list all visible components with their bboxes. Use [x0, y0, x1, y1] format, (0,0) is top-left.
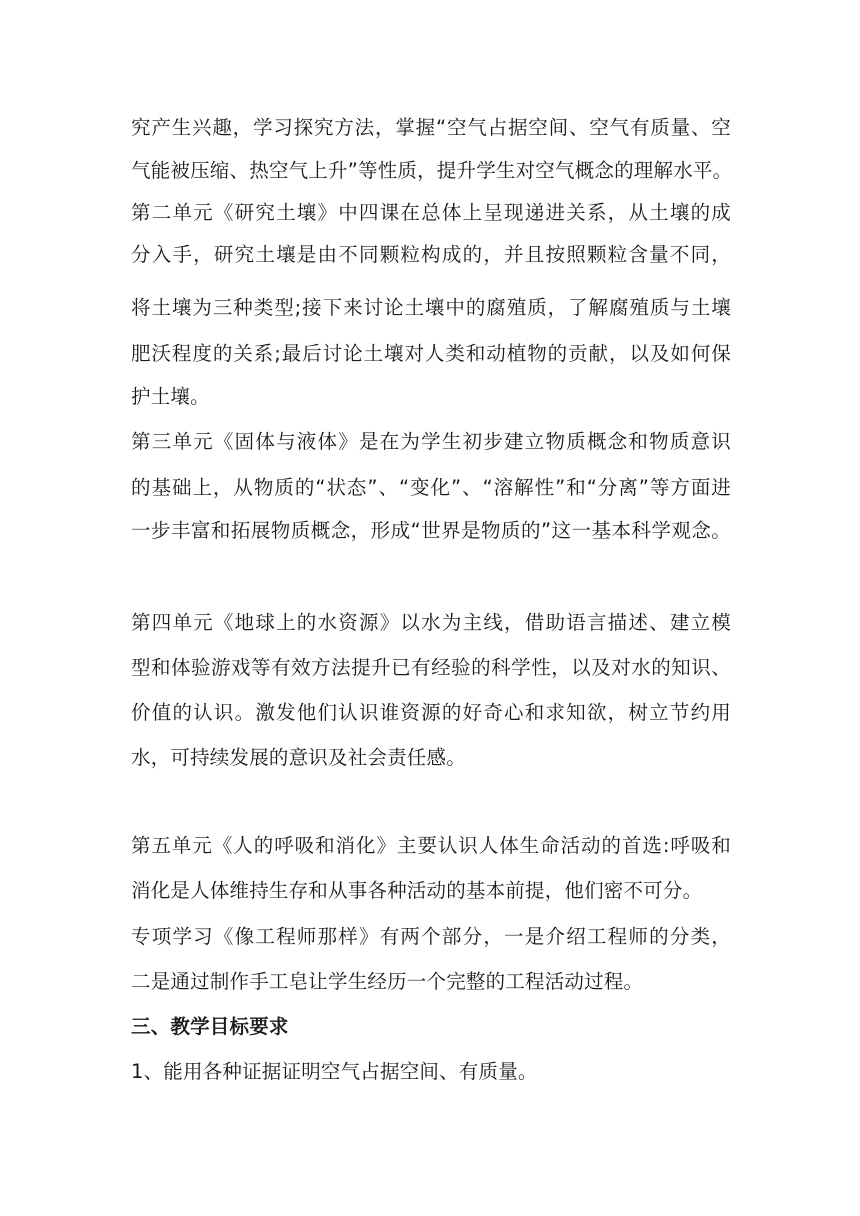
text-line: 分入手，研究土壤是由不同颗粒构成的，并且按照颗粒含量不同， [131, 243, 731, 266]
text-line: 肥沃程度的关系;最后讨论土壤对人类和动植物的贡献，以及如何保 [131, 342, 731, 365]
text-line: 第五单元《人的呼吸和消化》主要认识人体生命活动的首选:呼吸和 [131, 834, 731, 857]
text-line: 第四单元《地球上的水资源》以水为主线，借助语言描述、建立模 [131, 611, 731, 634]
text-line: 究产生兴趣，学习探究方法，掌握“空气占据空间、空气有质量、空 [131, 116, 731, 139]
text-line: 一步丰富和拓展物质概念，形成“世界是物质的”这一基本科学观念。 [131, 519, 731, 542]
text-line: 价值的认识。激发他们认识谁资源的好奇心和求知欲，树立节约用 [131, 701, 731, 724]
text-line: 的基础上，从物质的“状态”、“变化”、“溶解性”和“分离”等方面进 [131, 476, 731, 499]
text-line: 1、能用各种证据证明空气占据空间、有质量。 [131, 1060, 538, 1083]
text-line: 气能被压缩、热空气上升”等性质，提升学生对空气概念的理解水平。 [131, 159, 733, 182]
text-line: 第二单元《研究土壤》中四课在总体上呈现递进关系，从土壤的成 [131, 201, 731, 224]
text-line: 消化是人体维持生存和从事各种活动的基本前提，他们密不可分。 [131, 879, 703, 902]
text-line: 型和体验游戏等有效方法提升已有经验的科学性，以及对水的知识、 [131, 656, 731, 679]
text-line: 第三单元《固体与液体》是在为学生初步建立物质概念和物质意识 [131, 430, 731, 453]
text-line: 将土壤为三种类型;接下来讨论土壤中的腐殖质，了解腐殖质与土壤 [131, 296, 731, 319]
text-line: 二是通过制作手工皂让学生经历一个完整的工程活动过程。 [131, 970, 644, 993]
text-line: 水，可持续发展的意识及社会责任感。 [131, 746, 466, 769]
text-line: 专项学习《像工程师那样》有两个部分，一是介绍工程师的分类， [131, 925, 731, 948]
text-line: 护土壤。 [131, 385, 210, 408]
section-heading: 三、教学目标要求 [131, 1015, 289, 1038]
